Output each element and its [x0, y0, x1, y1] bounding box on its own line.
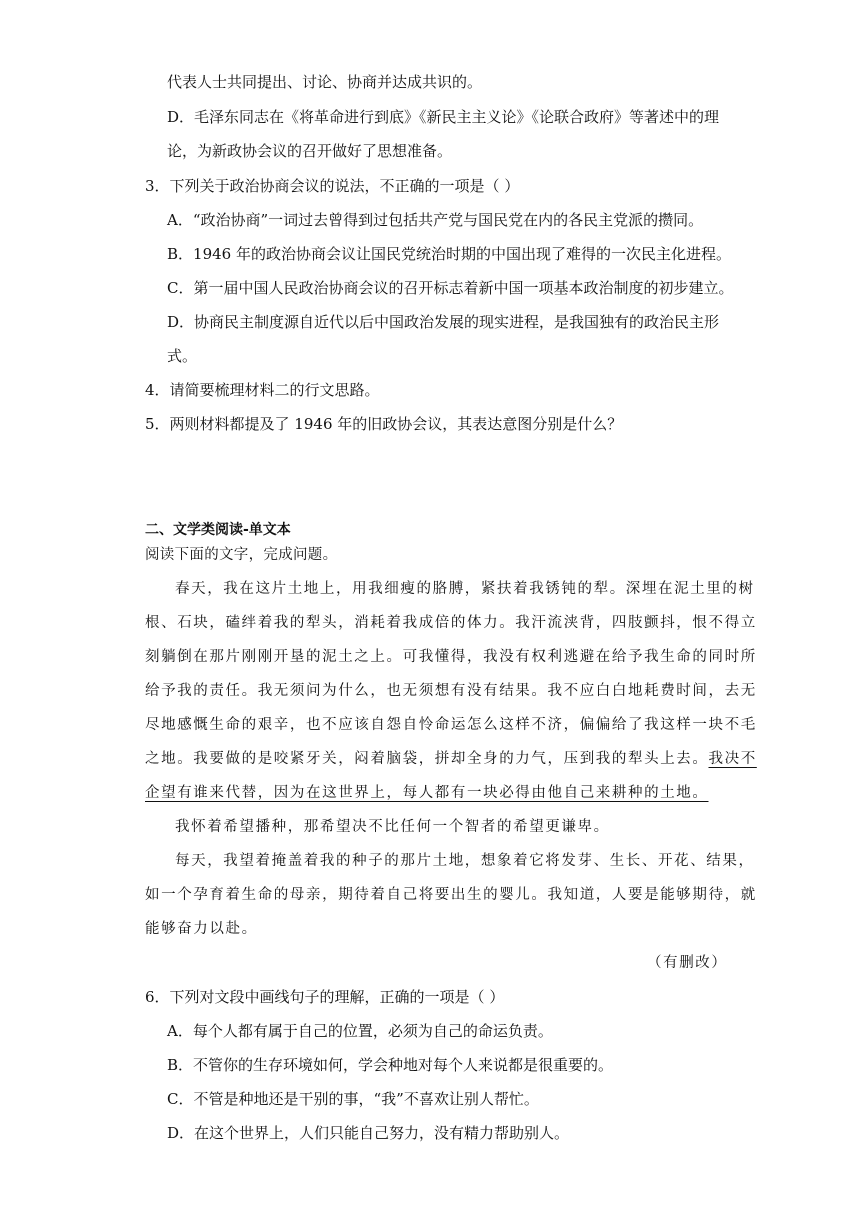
continuation-line: 代表人士共同提出、讨论、协商并达成共识的。	[167, 73, 483, 91]
passage-line-8: 我怀着希望播种，那希望决不比任何一个智者的希望更谦卑。	[175, 819, 610, 835]
question-6: 6．下列对文段中画线句子的理解，正确的一项是（ ）	[145, 988, 505, 1006]
passage-line-2: 根、石块，磕绊着我的犁头，消耗着我成倍的体力。我汗流浃背，四肢颤抖，恨不得立	[145, 615, 757, 631]
question-3-option-d-line1: D．协商民主制度源自近代以后中国政治发展的现实进程，是我国独有的政治民主形	[167, 313, 720, 331]
question-4: 4．请简要梳理材料二的行文思路。	[145, 381, 380, 399]
instruction: 阅读下面的文字，完成问题。	[145, 547, 338, 563]
option-d-line1: D．毛泽东同志在《将革命进行到底》《新民主主义论》《论联合政府》等著述中的理	[167, 108, 720, 126]
underlined-sentence: 企望有谁来代替，因为在这世界上，每人都有一块必得由他自己来耕种的土地。	[145, 785, 709, 801]
question-6-option-b: B．不管你的生存环境如何，学会种地对每个人来说都是很重要的。	[167, 1056, 614, 1074]
question-6-option-d: D．在这个世界上，人们只能自己努力，没有精力帮助别人。	[167, 1124, 570, 1142]
question-3-option-c: C．第一届中国人民政治协商会议的召开标志着新中国一项基本政治制度的初步建立。	[167, 279, 734, 297]
question-3-option-b: B．1946 年的政治协商会议让国民党统治时期的中国出现了难得的一次民主化进程。	[167, 245, 731, 263]
passage-line-4: 给予我的责任。我无须问为什么，也无须想有没有结果。我不应白白地耗费时间，去无	[145, 683, 757, 699]
passage-text: 之地。我要做的是咬紧牙关，闷着脑袋，拼却全身的力气，压到我的犁头上去。	[145, 751, 709, 767]
section-heading: 二、文学类阅读-单文本	[145, 522, 291, 538]
question-3-option-a: A．“政治协商”一词过去曾得到过包括共产党与国民党在内的各民主党派的攒同。	[167, 211, 704, 229]
passage-line-11: 能够奋力以赴。	[145, 921, 258, 937]
passage-line-10: 如一个孕育着生命的母亲，期待着自己将要出生的婴儿。我知道，人要是能够期待，就	[145, 887, 757, 903]
question-3: 3．下列关于政治协商会议的说法，不正确的一项是（ ）	[145, 177, 520, 195]
option-d-line2: 论，为新政协会议的召开做好了思想准备。	[167, 142, 453, 160]
question-5: 5．两则材料都提及了 1946 年的旧政协会议，其表达意图分别是什么？	[145, 415, 623, 433]
passage-line-9: 每天，我望着掩盖着我的种子的那片土地，想象着它将发芽、生长、开花、结果，	[175, 853, 755, 869]
passage-line-1: 春天，我在这片土地上，用我细瘦的胳膊，紧扶着我锈钝的犁。深埋在泥土里的树	[175, 581, 755, 597]
question-6-option-c: C．不管是种地还是干别的事，“我”不喜欢让别人帮忙。	[167, 1090, 539, 1108]
passage-line-6	[145, 749, 757, 769]
passage-line-5: 尽地感慨生命的艰辛，也不应该自怨自怜命运怎么这样不济，偏偏给了我这样一块不毛	[145, 717, 757, 733]
passage-line-3: 刻躺倒在那片刚刚开垦的泥土之上。可我懂得，我没有权利逃避在给予我生命的同时所	[145, 649, 757, 665]
underlined-sentence-start: 我决不	[708, 751, 757, 767]
question-3-option-d-line2: 式。	[167, 347, 198, 365]
source-note: （有删改）	[647, 955, 728, 971]
question-6-option-a: A．每个人都有属于自己的位置，必须为自己的命运负责。	[167, 1022, 553, 1040]
